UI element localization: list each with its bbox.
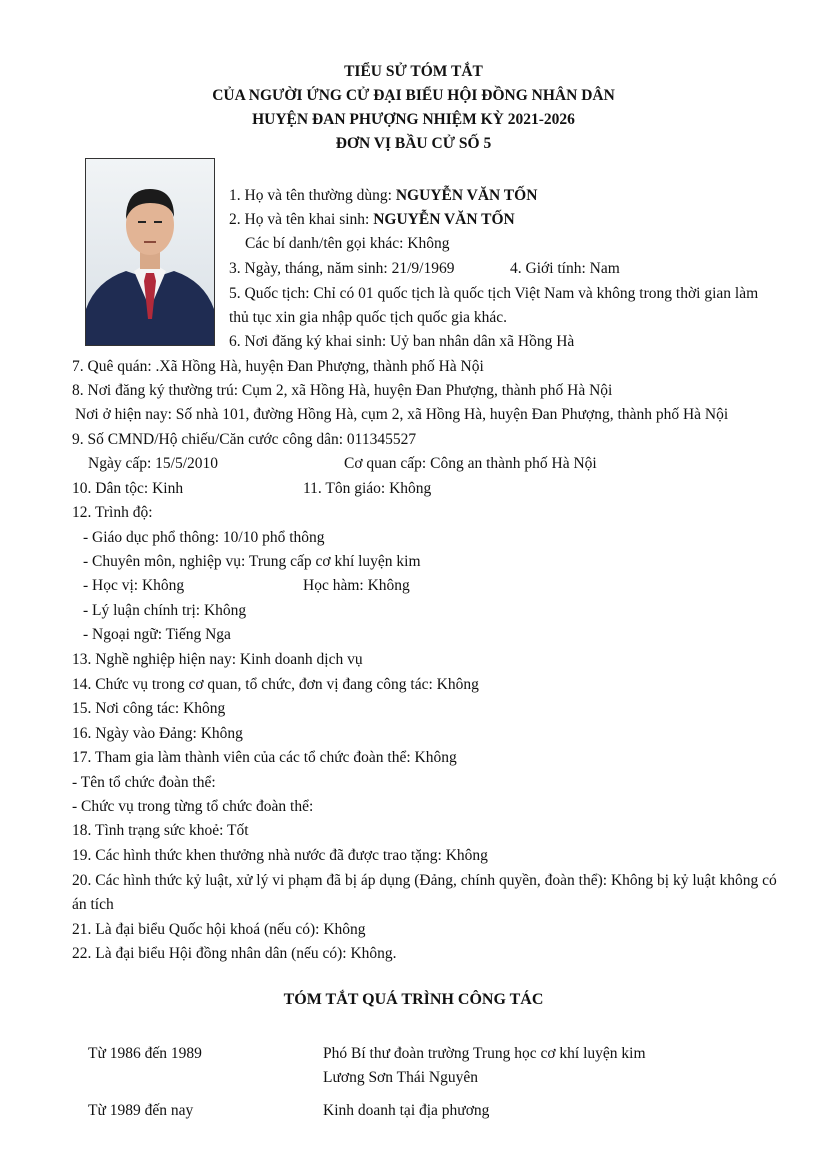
item-9: 9. Số CMND/Hộ chiếu/Căn cước công dân: 011345527 [72,431,417,448]
item-19: 19. Các hình thức khen thưởng nhà nước đã được trao tặng: Không [72,847,488,864]
item-22: 22. Là đại biểu Hội đồng nhân dân (nếu có): Không. [72,945,397,962]
item-12-language: - Ngoại ngữ: Tiếng Nga [83,626,231,643]
portrait-photo [85,158,215,346]
item-12-specialty: - Chuyên môn, nghiệp vụ: Trung cấp cơ khí luyện kim [83,553,421,570]
item-1-value: NGUYỄN VĂN TỐN [395,187,538,204]
item-10: 10. Dân tộc: Kinh [72,480,184,497]
item-1-label: 1. Họ và tên thường dùng: [229,187,396,204]
item-8: 8. Nơi đăng ký thường trú: Cụm 2, xã Hồng Hà, huyện Đan Phượng, thành phố Hà Nội [72,382,613,399]
item-12-degree: - Học vị: Không [83,577,185,594]
item-12: 12. Trình độ: [72,504,153,521]
item-1 [229,184,537,209]
item-17: 17. Tham gia làm thành viên của các tổ chức đoàn thể: Không [72,749,457,766]
item-8-residence: Nơi ở hiện nay: Số nhà 101, đường Hồng Hà, cụm 2, xã Hồng Hà, huyện Đan Phượng, thành phố Hà Nội [75,406,729,423]
item-alias: Các bí danh/tên gọi khác: Không [245,235,450,252]
item-13: 13. Nghề nghiệp hiện nay: Kinh doanh dịch vụ [72,651,363,668]
item-2-label: 2. Họ và tên khai sinh: [229,211,374,228]
item-3: 3. Ngày, tháng, năm sinh: 21/9/1969 [229,260,455,277]
item-14: 14. Chức vụ trong cơ quan, tổ chức, đơn vị đang công tác: Không [72,676,479,693]
work-row-2-period: Từ 1989 đến nay [88,1102,194,1119]
item-12-general-edu: - Giáo dục phổ thông: 10/10 phổ thông [83,529,325,546]
item-2-value: NGUYỄN VĂN TỐN [373,211,515,228]
work-row-2-desc: Kinh doanh tại địa phương [323,1102,490,1119]
item-7: 7. Quê quán: .Xã Hồng Hà, huyện Đan Phượng, thành phố Hà Nội [72,358,484,375]
doc-title: TIỂU SỬ TÓM TẮT [344,63,483,80]
portrait-icon [86,159,214,345]
item-15: 15. Nơi công tác: Không [72,700,226,717]
item-4: 4. Giới tính: Nam [510,260,620,277]
item-9-date: Ngày cấp: 15/5/2010 [88,455,219,472]
item-20: 20. Các hình thức kỷ luật, xử lý vi phạm đã bị áp dụng (Đảng, chính quyền, đoàn thể): Không bị kỷ luật không có [72,872,777,889]
item-17-org: - Tên tổ chức đoàn thể: [72,774,216,791]
doc-subtitle-1: CỦA NGƯỜI ỨNG CỬ ĐẠI BIỂU HỘI ĐỒNG NHÂN DÂN [212,87,615,104]
work-row-1-period: Từ 1986 đến 1989 [88,1045,202,1062]
item-16: 16. Ngày vào Đảng: Không [72,725,243,742]
item-12-title: Học hàm: Không [303,577,410,594]
item-18: 18. Tình trạng sức khoẻ: Tốt [72,822,249,839]
item-21: 21. Là đại biểu Quốc hội khoá (nếu có): Không [72,921,366,938]
doc-subtitle-3: ĐƠN VỊ BẦU CỬ SỐ 5 [335,135,492,152]
item-2 [229,208,515,233]
item-5: 5. Quốc tịch: Chỉ có 01 quốc tịch là quốc tịch Việt Nam và không trong thời gian làm [229,285,759,302]
item-6: 6. Nơi đăng ký khai sinh: Uỷ ban nhân dân xã Hồng Hà [229,333,575,350]
work-row-1-desc: Phó Bí thư đoàn trường Trung học cơ khí luyện kim [323,1045,646,1062]
doc-subtitle-2: HUYỆN ĐAN PHƯỢNG NHIỆM KỲ 2021-2026 [252,111,575,128]
item-5-cont: thủ tục xin gia nhập quốc tịch quốc gia khác. [229,309,508,326]
item-11: 11. Tôn giáo: Không [303,480,432,497]
work-row-1-desc-cont: Lương Sơn Thái Nguyên [323,1069,478,1086]
item-17-position: - Chức vụ trong từng tổ chức đoàn thể: [72,798,314,815]
item-12-political: - Lý luận chính trị: Không [83,602,247,619]
item-20-cont: án tích [72,896,114,913]
work-history-title: TÓM TẮT QUÁ TRÌNH CÔNG TÁC [283,991,544,1008]
item-9-agency: Cơ quan cấp: Công an thành phố Hà Nội [344,455,597,472]
